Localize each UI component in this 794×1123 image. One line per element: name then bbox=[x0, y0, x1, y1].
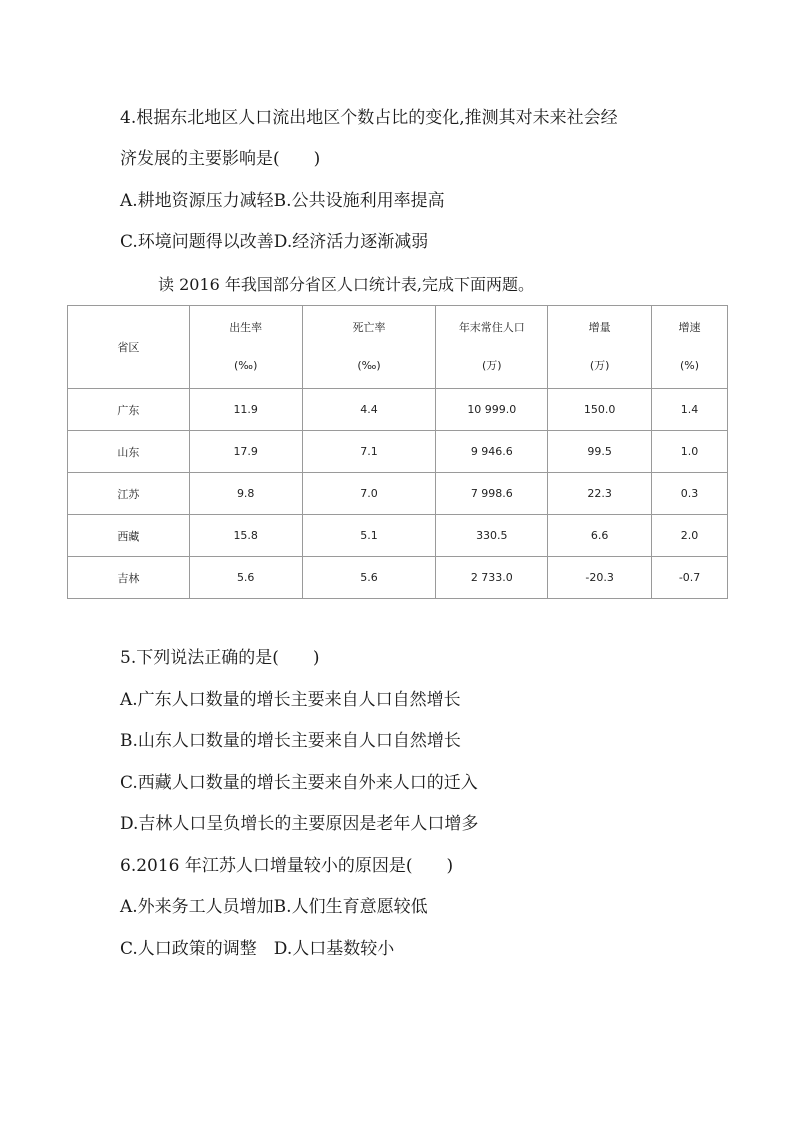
header-death-rate-unit: (‰) bbox=[357, 359, 381, 372]
table-cell: 11.9 bbox=[189, 389, 302, 431]
table-cell: 10 999.0 bbox=[436, 389, 548, 431]
table-cell: 吉林 bbox=[68, 557, 190, 599]
header-birth-rate bbox=[189, 306, 302, 389]
table-cell: 0.3 bbox=[652, 473, 728, 515]
header-growth-rate bbox=[652, 306, 728, 389]
table-cell: 9.8 bbox=[189, 473, 302, 515]
header-growth-rate-unit: (%) bbox=[680, 359, 700, 372]
table-cell: 山东 bbox=[68, 431, 190, 473]
table-cell: 22.3 bbox=[548, 473, 652, 515]
q4-options-cd: C.环境问题得以改善D.经济活力逐渐减弱 bbox=[120, 232, 429, 252]
table-row bbox=[68, 389, 728, 431]
table-row bbox=[68, 515, 728, 557]
table-cell: 99.5 bbox=[548, 431, 652, 473]
header-increase-title: 增量 bbox=[588, 321, 611, 334]
header-province-title: 省区 bbox=[117, 341, 140, 354]
table-cell: 6.6 bbox=[548, 515, 652, 557]
header-province bbox=[68, 306, 190, 389]
table-cell: 150.0 bbox=[548, 389, 652, 431]
table-cell: 2.0 bbox=[652, 515, 728, 557]
table-cell: 9 946.6 bbox=[436, 431, 548, 473]
table-cell: 7.1 bbox=[302, 431, 436, 473]
q5-option-a: A.广东人口数量的增长主要来自人口自然增长 bbox=[120, 690, 461, 710]
table-cell: 15.8 bbox=[189, 515, 302, 557]
table-cell: 5.6 bbox=[302, 557, 436, 599]
table-row bbox=[68, 473, 728, 515]
header-increase-unit: (万) bbox=[589, 359, 610, 372]
table-cell: 1.0 bbox=[652, 431, 728, 473]
table-cell: 广东 bbox=[68, 389, 190, 431]
population-table bbox=[67, 305, 728, 599]
q4-stem-line1: 4.根据东北地区人口流出地区个数占比的变化,推测其对未来社会经 bbox=[120, 108, 618, 128]
q4-options-ab: A.耕地资源压力减轻B.公共设施利用率提高 bbox=[120, 191, 445, 211]
q5-stem: 5.下列说法正确的是( ) bbox=[120, 648, 320, 668]
table-cell: 江苏 bbox=[68, 473, 190, 515]
table-cell: 7 998.6 bbox=[436, 473, 548, 515]
table-cell: -0.7 bbox=[652, 557, 728, 599]
table-cell: 5.1 bbox=[302, 515, 436, 557]
header-death-rate bbox=[302, 306, 436, 389]
q5-option-b: B.山东人口数量的增长主要来自人口自然增长 bbox=[120, 731, 461, 751]
q6-stem: 6.2016 年江苏人口增量较小的原因是( ) bbox=[120, 856, 454, 876]
header-birth-rate-title: 出生率 bbox=[229, 321, 263, 334]
table-row bbox=[68, 557, 728, 599]
table-cell: 2 733.0 bbox=[436, 557, 548, 599]
table-cell: 330.5 bbox=[436, 515, 548, 557]
table-cell: 西藏 bbox=[68, 515, 190, 557]
q6-options-cd: C.人口政策的调整 D.人口基数较小 bbox=[120, 939, 395, 959]
q5-option-c: C.西藏人口数量的增长主要来自外来人口的迁入 bbox=[120, 773, 478, 793]
table-cell: 4.4 bbox=[302, 389, 436, 431]
q5-option-d: D.吉林人口呈负增长的主要原因是老年人口增多 bbox=[120, 814, 479, 834]
table-cell: 7.0 bbox=[302, 473, 436, 515]
header-increase bbox=[548, 306, 652, 389]
header-population bbox=[436, 306, 548, 389]
table-intro: 读 2016 年我国部分省区人口统计表,完成下面两题。 bbox=[158, 275, 534, 294]
table-cell: 17.9 bbox=[189, 431, 302, 473]
header-growth-rate-title: 增速 bbox=[678, 321, 701, 334]
q4-stem-line2: 济发展的主要影响是( ) bbox=[120, 149, 321, 169]
table-header-row bbox=[68, 306, 728, 389]
header-death-rate-title: 死亡率 bbox=[352, 321, 386, 334]
table-cell: -20.3 bbox=[548, 557, 652, 599]
header-population-title: 年末常住人口 bbox=[458, 321, 525, 334]
table-cell: 1.4 bbox=[652, 389, 728, 431]
table-cell: 5.6 bbox=[189, 557, 302, 599]
table-row bbox=[68, 431, 728, 473]
q6-options-ab: A.外来务工人员增加B.人们生育意愿较低 bbox=[120, 897, 428, 917]
header-population-unit: (万) bbox=[482, 359, 502, 372]
header-birth-rate-unit: (‰) bbox=[234, 359, 258, 372]
